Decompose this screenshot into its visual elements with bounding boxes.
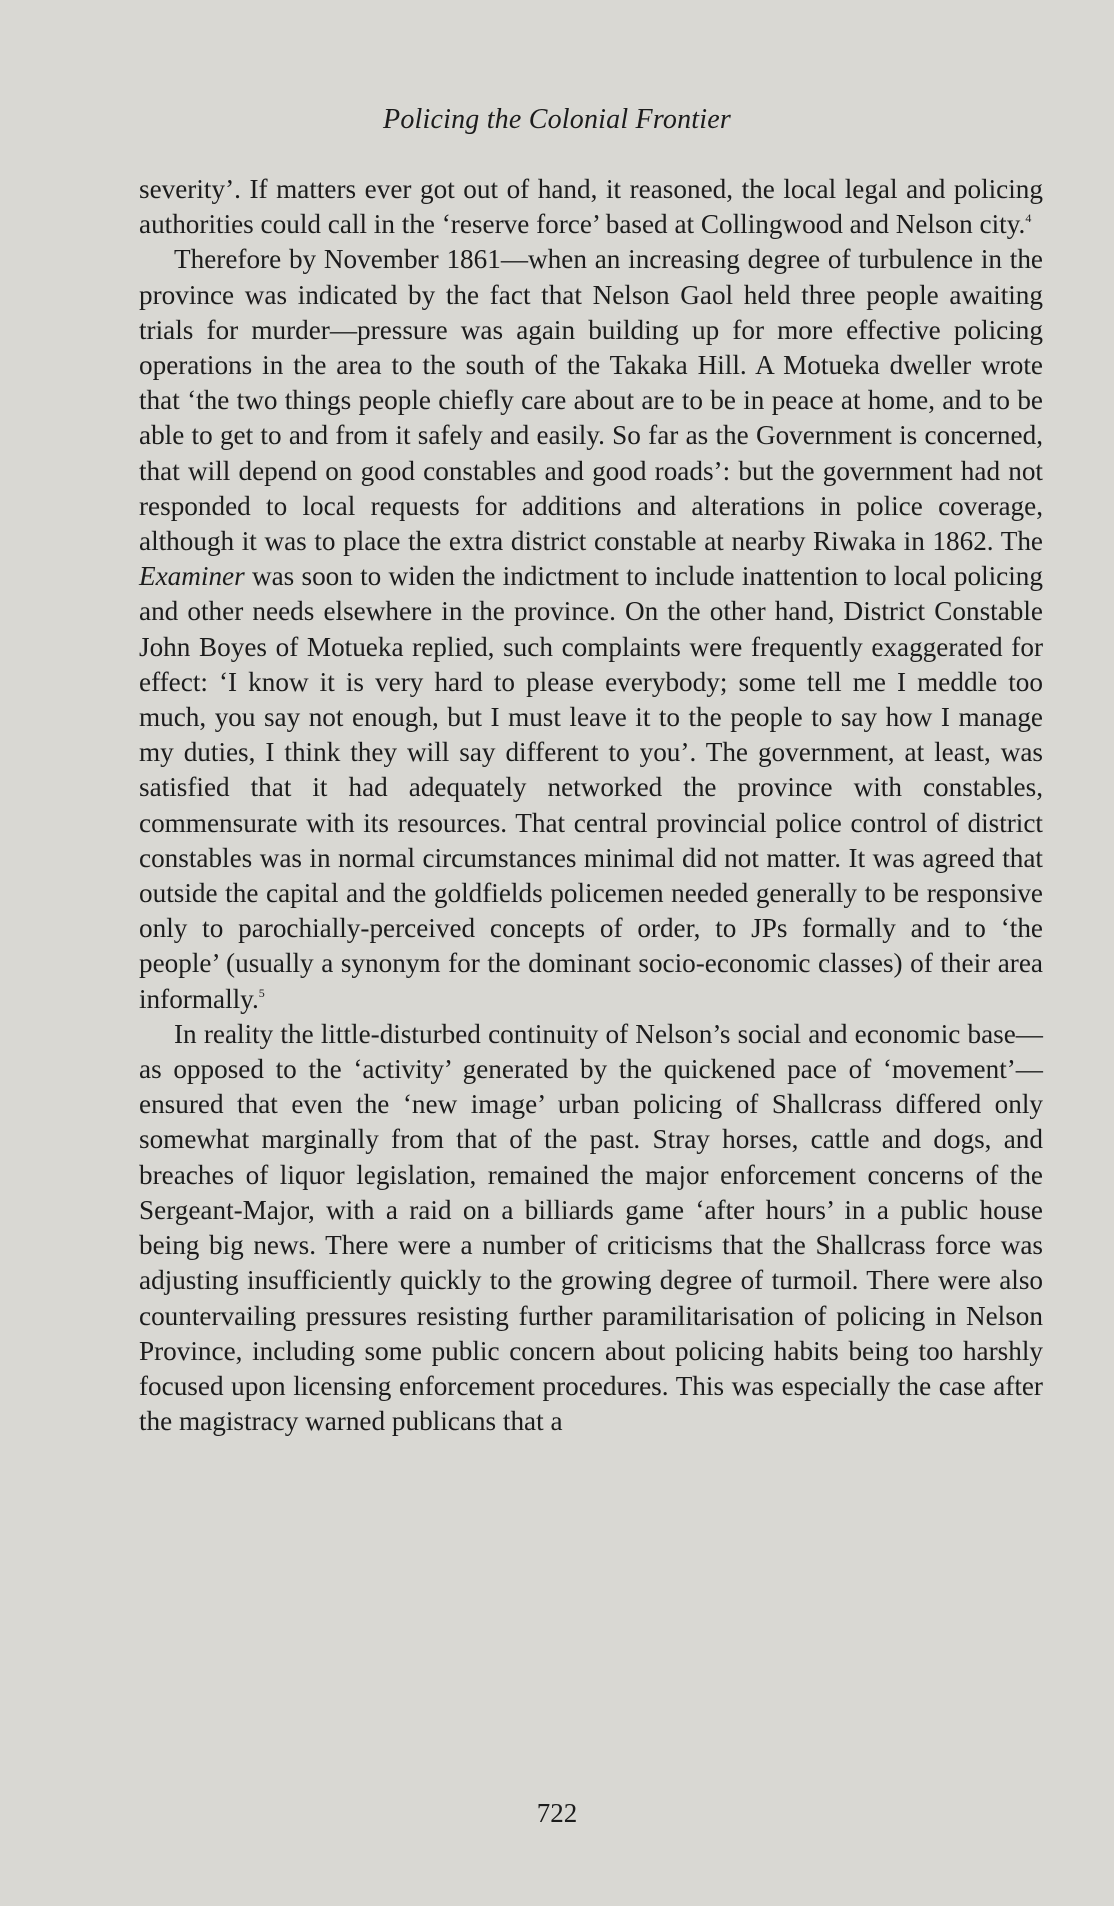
footnote-marker[interactable]: 5 — [258, 985, 265, 1000]
paragraph — [139, 172, 1043, 242]
paragraph-text: was soon to widen the indictment to include inattention to local policing and other needs elsewhere in the province. On the other hand, District Constable John Boyes of Motueka replied, such complaints were frequently exaggerated for effect: ‘I know it is very hard to please everybody; some tell me I meddle too much, you say not enough, but I must leave it to the people to say how I manage my duties, I think they will say different to you’. The government, at least, was satisfied that it had adequately networked the province with constables, commensurate with its resources. That central provincial police control of district constables was in normal circumstances minimal did not matter. It was agreed that outside the capital and the goldfields policemen needed generally to be responsive only to parochially-perceived concepts of order, to JPs formally and to ‘the people’ (usually a synonym for the dominant socio-economic classes) of their area informally. — [139, 561, 1043, 1014]
newspaper-title: Examiner — [139, 561, 245, 592]
footnote-marker[interactable]: 4 — [1025, 211, 1032, 226]
running-head: Policing the Colonial Frontier — [383, 104, 731, 135]
paragraph-text: severity’. If matters ever got out of hand, it reasoned, the local legal and policing authorities could call in the ‘reserve force’ based at Collingwood and Nelson city. — [139, 174, 1043, 240]
page-number: 722 — [536, 1798, 578, 1828]
paragraph-text: Therefore by November 1861—when an increasing degree of turbulence in the province was indicated by the fact that Nelson Gaol held three people awaiting trials for murder—pressure was again building up for more effective policing operations in the area to the south of the Takaka Hill. A Motueka dweller wrote that ‘the two things people chiefly care about are to be in peace at home, and to be able to get to and from it safely and easily. So far as the Government is concerned, that will depend on good constables and good roads’: but the government had not responded to local requests for additions and alterations in police coverage, although it was to place the extra district constable at nearby Riwaka in 1862. The — [139, 244, 1043, 557]
paragraph-text: In reality the little-disturbed continuity of Nelson’s social and economic base—as opposed to the ‘activity’ generated by the quickened pace of ‘movement’—ensured that even the ‘new image’ urban policing of Shallcrass differed only somewhat marginally from that of the past. Stray horses, cattle and dogs, and breaches of liquor legislation, remained the major enforcement concerns of the Sergeant-Major, with a raid on a billiards game ‘after hours’ in a public house being big news. There were a number of criticisms that the Shallcrass force was adjusting insufficiently quickly to the growing degree of turmoil. There were also countervailing pressures resisting further paramilitarisation of policing in Nelson Province, including some public concern about policing habits being too harshly focused upon licensing enforcement procedures. This was especially the case after the magistracy warned publicans that a — [139, 1018, 1043, 1437]
paragraph — [139, 1017, 1043, 1439]
body-text — [139, 172, 1043, 1439]
paragraph — [139, 242, 1043, 1016]
